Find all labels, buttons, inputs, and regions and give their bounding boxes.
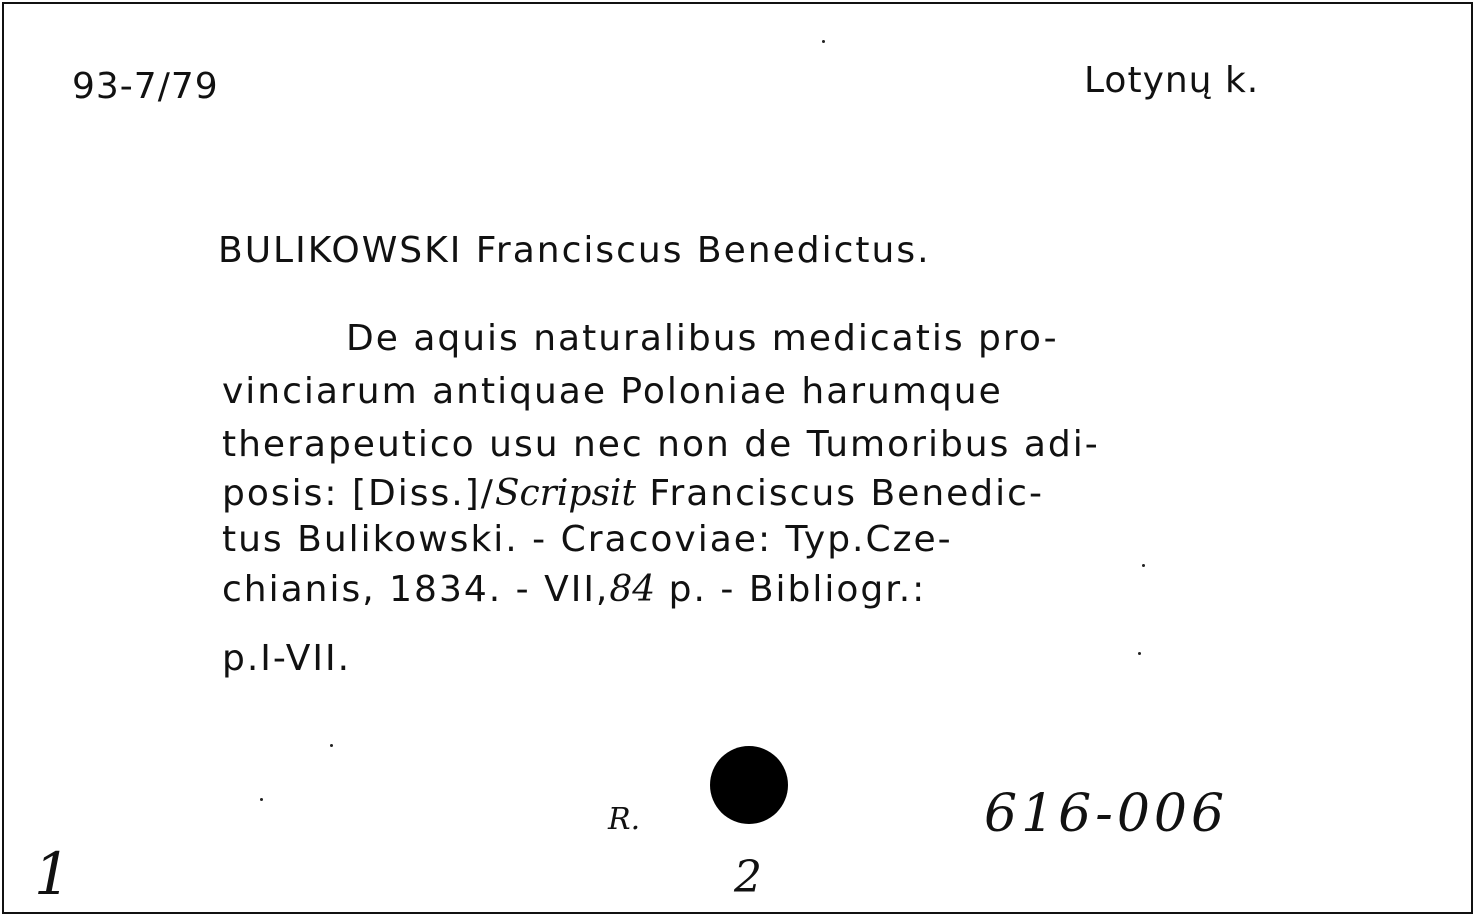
- handwritten-2: 2: [734, 852, 762, 903]
- description-line-with-pages: [222, 563, 1100, 616]
- catalog-card: [2, 2, 1473, 914]
- handwritten-classification-number: 616-006: [984, 784, 1229, 844]
- description-fragment: chianis, 1834. - VII,: [222, 569, 610, 610]
- speck: [260, 798, 263, 801]
- description-fragment: p. - Bibliogr.:: [668, 569, 927, 610]
- author-heading: BULIKOWSKI Franciscus Benedictus.: [218, 230, 931, 271]
- description-line-with-annotation: [222, 471, 1100, 517]
- description-line: vinciarum antiquae Poloniae harumque: [222, 371, 1003, 412]
- description-line: p.I-VII.: [222, 638, 352, 679]
- speck: [822, 40, 825, 43]
- description-line: therapeutico usu nec non de Tumoribus adi-: [222, 424, 1100, 465]
- punch-hole: [710, 746, 788, 824]
- handwritten-1: 1: [34, 840, 71, 908]
- description-fragment: posis: [Diss.]/: [222, 473, 495, 514]
- call-number: 93-7/79: [72, 66, 219, 107]
- speck: [1142, 564, 1145, 567]
- handwritten-correction: Scripsit: [494, 473, 636, 514]
- speck: [1138, 652, 1141, 655]
- bibliographic-description: [222, 312, 1100, 685]
- description-line: De aquis naturalibus medicatis pro-: [346, 318, 1059, 359]
- handwritten-pages: 84: [609, 569, 656, 610]
- handwritten-r-mark: R.: [608, 802, 641, 837]
- description-line: tus Bulikowski. - Cracoviae: Typ.Cze-: [222, 519, 953, 560]
- language-label: Lotynų k.: [1084, 60, 1260, 101]
- speck: [330, 744, 333, 747]
- description-fragment: Franciscus Benedic-: [649, 473, 1044, 514]
